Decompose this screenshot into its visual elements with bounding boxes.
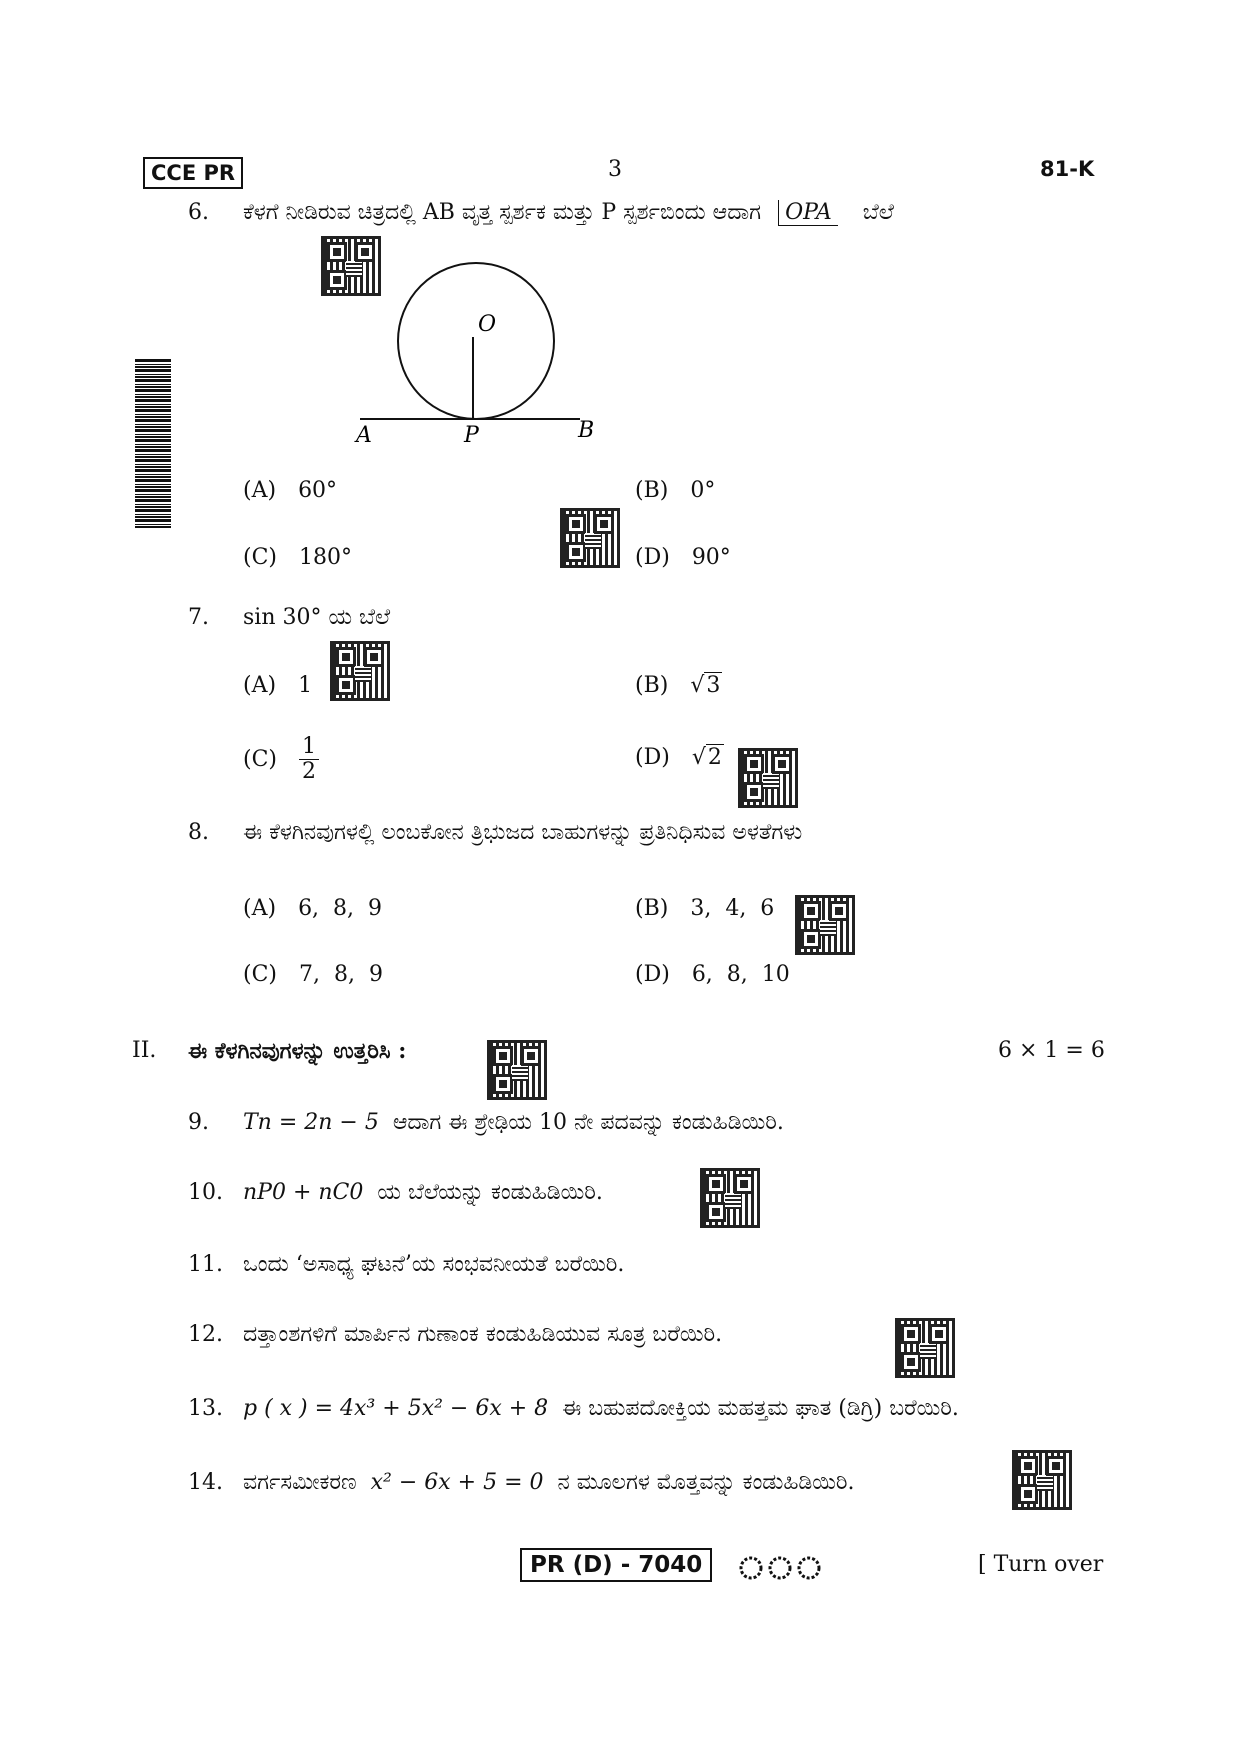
qr-code xyxy=(895,1318,955,1378)
header-right-code: 81-K xyxy=(1040,157,1095,181)
q13-number: 13. xyxy=(188,1396,223,1421)
q7-text: sin 30° ಯ ಬೆಲೆ xyxy=(243,605,391,630)
q6-angle: OPA xyxy=(778,200,838,226)
q7-option-a[interactable]: (A) 1 xyxy=(243,673,313,698)
q10-number: 10. xyxy=(188,1180,223,1205)
q7-option-c[interactable]: (C) $\frac{1}{2}$ xyxy=(243,735,319,784)
qr-code xyxy=(487,1040,547,1100)
qr-code xyxy=(1012,1450,1072,1510)
q11-text: ಒಂದು ‘ಅಸಾಧ್ಯ ಘಟನೆ’ಯ ಸಂಭವನೀಯತೆ ಬರೆಯಿರಿ. xyxy=(243,1252,625,1277)
q6-text xyxy=(243,200,894,226)
q8-option-a[interactable]: (A) 6, 8, 9 xyxy=(243,896,383,921)
q11-number: 11. xyxy=(188,1252,223,1277)
q14-number: 14. xyxy=(188,1470,223,1495)
q8-option-b[interactable]: (B) 3, 4, 6 xyxy=(635,896,775,921)
footer-code: PR (D) - 7040 xyxy=(520,1548,712,1582)
section2-number: II. xyxy=(132,1038,157,1063)
figure-label-o: O xyxy=(478,312,497,337)
figure-label-b: B xyxy=(578,418,595,443)
q7-option-d[interactable]: (D) √2 xyxy=(635,745,722,770)
page-number: 3 xyxy=(608,157,622,182)
q10-text: nP0 + nC0 ಯ ಬೆಲೆಯನ್ನು ಕಂಡುಹಿಡಿಯಿರಿ. xyxy=(243,1180,603,1205)
q6-option-c[interactable]: (C) 180° xyxy=(243,545,352,570)
q6-option-d[interactable]: (D) 90° xyxy=(635,545,731,570)
turn-over-label: [ Turn over xyxy=(978,1552,1104,1577)
q8-text: ಈ ಕೆಳಗಿನವುಗಳಲ್ಲಿ ಲಂಬಕೋನ ತ್ರಿಭುಜದ ಬಾಹುಗಳನ್ನು ಪ್ರತಿನಿಧಿಸುವ ಅಳತೆಗಳು xyxy=(243,820,803,845)
header-left-code: CCE PR xyxy=(143,157,243,189)
qr-code xyxy=(330,641,390,701)
qr-code xyxy=(738,748,798,808)
q6-statement: ಕೆಳಗೆ ನೀಡಿರುವ ಚಿತ್ರದಲ್ಲಿ AB ವೃತ್ತ ಸ್ಪರ್ಶಕ ಮತ್ತು P ಸ್ಪರ್ಶಬಿಂದು ಆದಾಗ xyxy=(243,200,762,225)
qr-code xyxy=(700,1168,760,1228)
q6-option-a[interactable]: (A) 60° xyxy=(243,478,338,503)
q8-number: 8. xyxy=(188,820,209,845)
q12-text: ದತ್ತಾಂಶಗಳಿಗೆ ಮಾರ್ಪಿನ ಗುಣಾಂಕ ಕಂಡುಹಿಡಿಯುವ ಸೂತ್ರ ಬರೆಯಿರಿ. xyxy=(243,1322,723,1347)
q7-number: 7. xyxy=(188,605,209,630)
qr-code xyxy=(560,508,620,568)
side-barcode xyxy=(135,358,171,528)
figure-label-p: P xyxy=(464,423,479,448)
q6-figure xyxy=(340,260,620,450)
q7-option-b[interactable]: (B) √3 xyxy=(635,673,721,698)
qr-code xyxy=(795,895,855,955)
q6-number: 6. xyxy=(188,200,209,225)
q12-number: 12. xyxy=(188,1322,223,1347)
figure-circle xyxy=(398,263,554,419)
figure-label-a: A xyxy=(356,423,372,448)
q13-text: p ( x ) = 4x³ + 5x² − 6x + 8 ಈ ಬಹುಪದೋಕ್ತಿಯ ಮಹತ್ತಮ ಘಾತ (ಡಿಗ್ರಿ) ಬರೆಯಿರಿ. xyxy=(243,1396,959,1421)
q9-number: 9. xyxy=(188,1110,209,1135)
section2-marks: 6 × 1 = 6 xyxy=(998,1038,1105,1063)
footer-ornament-icon xyxy=(738,1554,822,1582)
q9-text: Tn = 2n − 5 ಆದಾಗ ಈ ಶ್ರೇಢಿಯ 10 ನೇ ಪದವನ್ನು ಕಂಡುಹಿಡಿಯಿರಿ. xyxy=(243,1110,784,1135)
q14-text: ವರ್ಗಸಮೀಕರಣ x² − 6x + 5 = 0 ನ ಮೂಲಗಳ ಮೊತ್ತವನ್ನು ಕಂಡುಹಿಡಿಯಿರಿ. xyxy=(243,1470,855,1495)
q8-option-c[interactable]: (C) 7, 8, 9 xyxy=(243,962,383,987)
q8-option-d[interactable]: (D) 6, 8, 10 xyxy=(635,962,790,987)
q6-suffix: ಬೆಲೆ xyxy=(862,200,894,225)
section2-title: ಈ ಕೆಳಗಿನವುಗಳನ್ನು ಉತ್ತರಿಸಿ : xyxy=(188,1038,407,1064)
q6-option-b[interactable]: (B) 0° xyxy=(635,478,716,503)
